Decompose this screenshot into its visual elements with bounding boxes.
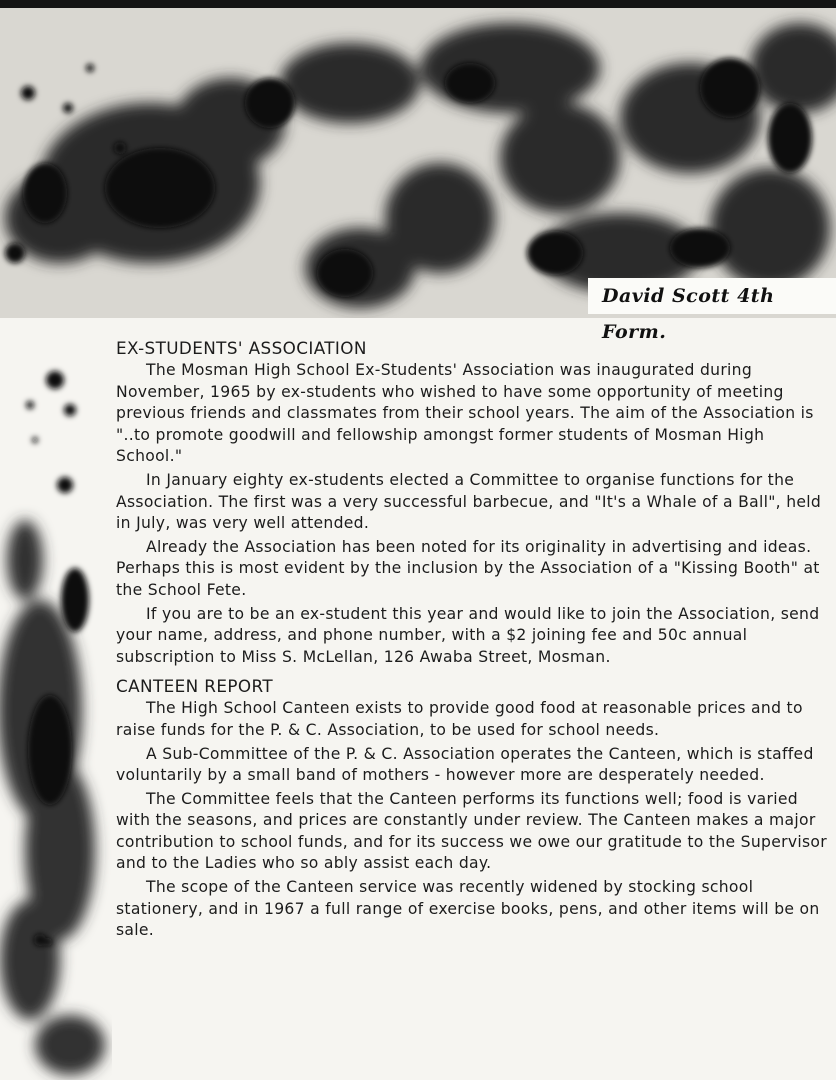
artist-signature: David Scott 4th Form.	[588, 278, 836, 314]
paragraph: If you are to be an ex-student this year and would like to join the Association, send your name, address, and phone number, with a $2 joining fee and 50c annual subscription to Miss S. McLellan, 126 Awaba Street, Mosman.	[116, 604, 820, 666]
paragraph: The Mosman High School Ex-Students' Association was inaugurated during November, 1965 by ex-students who wished to have some opportunity of meeting previous friends and classmates from their school years. The aim of the Association is "..to promote goodwill and fellowship amongst former students of Mosman High School."	[116, 361, 814, 466]
section-heading-ex-students: EX-STUDENTS' ASSOCIATION	[116, 338, 367, 358]
paragraph: The High School Canteen exists to provide good food at reasonable prices and to raise funds for the P. & C. Association, to be used for school needs.	[116, 699, 803, 739]
paragraph: A Sub-Committee of the P. & C. Association operates the Canteen, which is staffed voluntarily by a small band of mothers - however more are desperately needed.	[116, 744, 814, 785]
ink-blot-artwork	[0, 8, 836, 318]
paragraph: The scope of the Canteen service was recently widened by stocking school stationery, and in 1967 a full range of exercise books, pens, and other items will be on sale.	[116, 878, 820, 940]
paragraph: In January eighty ex-students elected a Committee to organise functions for the Association. The first was a very successful barbecue, and "It's a Whale of a Ball", held in July, was very well attended.	[116, 470, 822, 533]
article-body	[116, 336, 828, 944]
ink-blot-side-artwork	[0, 330, 112, 1080]
paragraph: The Committee feels that the Canteen performs its functions well; food is varied with the seasons, and prices are constantly under review. The Canteen makes a major contribution to school funds, and for its success we owe our gratitude to the Supervisor and to the Ladies who so ably assist each day.	[116, 789, 827, 873]
section-heading-canteen: CANTEEN REPORT	[116, 676, 273, 697]
paragraph: Already the Association has been noted for its originality in advertising and ideas. Perhaps this is most evident by the inclusion by the Association of a "Kissing Booth" at the School Fete.	[116, 537, 820, 599]
